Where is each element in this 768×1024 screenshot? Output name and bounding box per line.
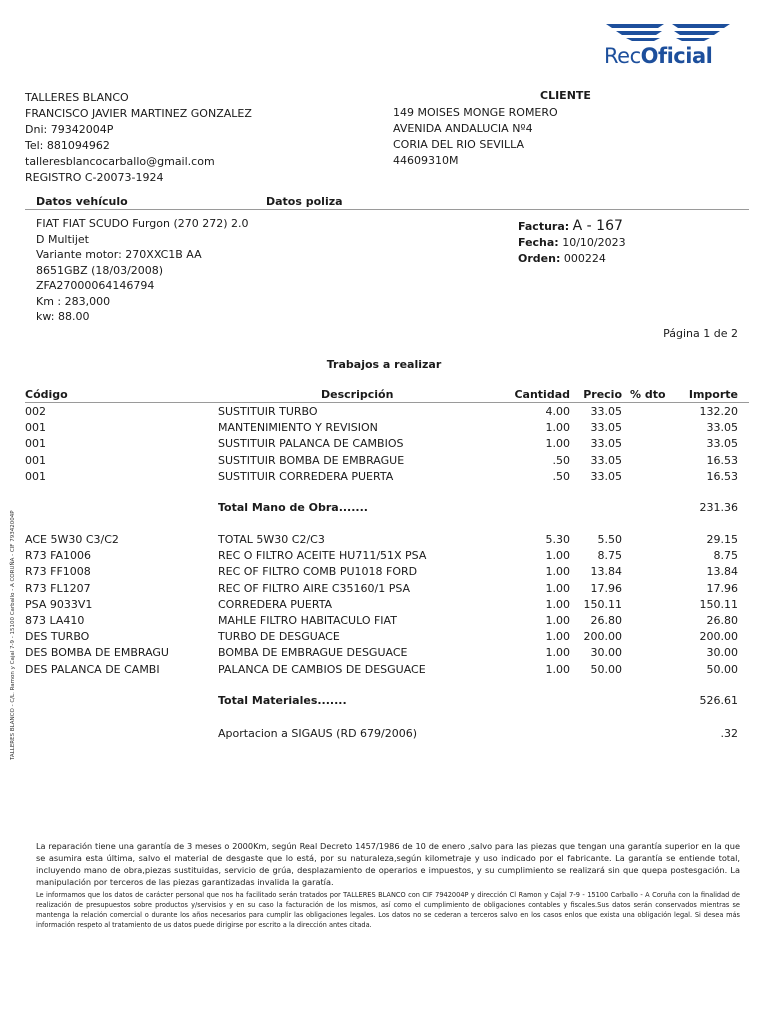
table-row [0, 598, 768, 614]
cell-amount: 16.53 [706, 469, 738, 483]
table-row [0, 646, 768, 662]
vehicle-info [36, 216, 276, 325]
cell-desc: TURBO DE DESGUACE [218, 630, 340, 644]
cell-qty: 1.00 [545, 581, 570, 595]
cell-code: DES BOMBA DE EMBRAGU [25, 646, 169, 660]
header-quantity: Cantidad [514, 388, 570, 401]
client-name: 149 MOISES MONGE ROMERO [393, 106, 558, 119]
logo-wings-icon [604, 22, 732, 42]
materials-total-row [0, 694, 768, 710]
table-row [0, 533, 768, 549]
works-title: Trabajos a realizar [326, 358, 442, 371]
cell-amount: 16.53 [706, 453, 738, 467]
sigaus-label: Aportacion a SIGAUS (RD 679/2006) [218, 727, 418, 740]
cell-price: 8.75 [597, 549, 622, 563]
cell-price: 33.05 [590, 469, 622, 483]
cell-desc: REC O FILTRO ACEITE HU711/51X PSA [218, 549, 427, 563]
cell-price: 26.80 [590, 614, 622, 627]
labor-total-label: Total Mano de Obra....... [218, 501, 368, 514]
cell-amount: 26.80 [706, 614, 738, 627]
issuer-registry: REGISTRO C-20073-1924 [25, 171, 164, 184]
labor-total-row [0, 501, 768, 517]
cell-qty: 1.00 [545, 614, 570, 627]
vehicle-km: Km : 283,000 [36, 294, 111, 308]
company-logo [596, 18, 736, 76]
cell-qty: 1.00 [545, 437, 570, 451]
vehicle-plate: 8651GBZ (18/03/2008) [36, 263, 164, 277]
cell-code: PSA 9033V1 [25, 597, 93, 611]
invoice-number: Factura: A - 167 [518, 218, 623, 234]
header-amount: Importe [688, 388, 738, 401]
issuer-owner: FRANCISCO JAVIER MARTINEZ GONZALEZ [25, 107, 252, 120]
cell-amount: 200.00 [699, 630, 738, 644]
cell-desc: MANTENIMIENTO Y REVISION [218, 421, 378, 435]
issuer-email: talleresblancocarballo@gmail.com [25, 155, 215, 168]
cell-price: 13.84 [590, 565, 622, 579]
cell-desc: SUSTITUIR TURBO [218, 405, 318, 418]
side-company-text: TALLERES BLANCO - C/L. Ramon y Cajal 7-9 - 15100 Carballo - A CORUÑA - CIF 79342004P [10, 510, 16, 760]
table-row [0, 565, 768, 581]
cell-qty: 4.00 [545, 405, 570, 418]
table-row [0, 454, 768, 470]
policy-section-title: Datos poliza [266, 195, 343, 208]
labor-total-amount: 231.36 [699, 501, 738, 514]
cell-qty: 1.00 [545, 421, 570, 435]
privacy-text: Le informamos que los datos de carácter personal que nos ha facilitado serán tratados por TALLERES BLANCO con CIF 7942004P y dirección Cl Ramon y Cajal 7-9 - 15100 Carballo - A Coruña con la finalidad de realización de presupuestos sobre productos y/servisios y en su caso la facturación de los mismos, así como el cumplimiento de obligaciones contables y fiscales.Sus datos serán conservados mientras se mantenga la relación comercial o durante los años necesarios para cumplir las obligaciones legales. Los datos no se cederan a terceros salvo en los casos enlos que exista una obligación legal. Si desea más información respeto al tratamiento de us datos puede dirigirse por escrito a la dirección antes citada. [36, 891, 740, 929]
vehicle-vin: ZFA27000064146794 [36, 279, 155, 292]
vehicle-engine: Variante motor: 270XXC1B AA [36, 248, 202, 261]
cell-amount: 30.00 [706, 646, 738, 660]
cell-price: 30.00 [590, 646, 622, 660]
cell-price: 50.00 [590, 662, 622, 676]
cell-amount: 150.11 [699, 597, 738, 611]
invoice-order: Orden: 000224 [518, 252, 606, 265]
cell-price: 33.05 [590, 421, 622, 435]
table-row [0, 614, 768, 630]
cell-amount: 50.00 [706, 662, 738, 676]
vehicle-model: FIAT FIAT SCUDO Furgon (270 272) 2.0 [36, 217, 249, 230]
sigaus-row [0, 727, 768, 743]
cell-price: 33.05 [590, 453, 622, 467]
page-indicator: Página 1 de 2 [663, 327, 738, 340]
header-description: Descripción [321, 388, 394, 401]
cell-amount: 13.84 [706, 565, 738, 579]
client-city: CORIA DEL RIO SEVILLA [393, 138, 525, 151]
cell-desc: MAHLE FILTRO HABITACULO FIAT [218, 614, 397, 627]
cell-qty: 1.00 [545, 565, 570, 579]
cell-desc: SUSTITUIR BOMBA DE EMBRAGUE [218, 453, 405, 467]
cell-desc: BOMBA DE EMBRAGUE DESGUACE [218, 646, 408, 660]
cell-qty: 1.00 [545, 646, 570, 660]
sigaus-amount: .32 [720, 727, 738, 740]
cell-code: 002 [25, 405, 46, 418]
invoice-date: Fecha: 10/10/2023 [518, 236, 626, 249]
vehicle-model-cont: D Multijet [36, 232, 89, 246]
warranty-text: La reparación tiene una garantía de 3 meses o 2000Km, según Real Decreto 1457/1986 de 10 de enero ,salvo para las piezas que tengan una garantía superior en la que se asumira esta última, salvo el material de desgaste que lo está, por su naturaleza,según kilometraje y uso indicado por el fabricante. La garantía se entiende total, incluyendo mano de obra,piezas sustituidas, servicio de grúa, desplazamiento de operarios e impuestos, y su cumplimiento se realizará sin que quepa postesgación. La manipulación por terceros de las piezas garantizadas invalida la garatía. [36, 841, 740, 887]
table-row [0, 549, 768, 565]
cell-qty: 1.00 [545, 549, 570, 563]
header-discount: % dto [630, 388, 666, 401]
cell-qty: 1.00 [545, 662, 570, 676]
client-info [393, 105, 558, 169]
header-code: Código [25, 388, 68, 401]
cell-code: 873 LA410 [25, 614, 85, 627]
cell-qty: 1.00 [545, 630, 570, 644]
cell-code: 001 [25, 469, 46, 483]
cell-code: ACE 5W30 C3/C2 [25, 533, 119, 546]
client-address: AVENIDA ANDALUCIA Nº4 [393, 122, 533, 135]
logo-text: RecOficial [604, 44, 713, 68]
table-row [0, 663, 768, 679]
cell-desc: CORREDERA PUERTA [218, 597, 333, 611]
table-row [0, 405, 768, 421]
table-row [0, 470, 768, 486]
cell-price: 5.50 [597, 533, 622, 546]
cell-amount: 33.05 [706, 421, 738, 435]
vehicle-kw: kw: 88.00 [36, 310, 90, 323]
cell-code: 001 [25, 453, 46, 467]
cell-price: 33.05 [590, 437, 622, 451]
table-row [0, 437, 768, 453]
cell-code: 001 [25, 437, 46, 451]
cell-price: 33.05 [590, 405, 622, 418]
issuer-dni: Dni: 79342004P [25, 123, 114, 136]
cell-desc: SUSTITUIR PALANCA DE CAMBIOS [218, 437, 404, 451]
cell-code: DES PALANCA DE CAMBI [25, 662, 160, 676]
cell-qty: 5.30 [545, 533, 570, 546]
cell-code: R73 FA1006 [25, 549, 91, 563]
cell-amount: 132.20 [699, 405, 738, 418]
cell-price: 17.96 [590, 581, 622, 595]
table-row [0, 630, 768, 646]
materials-total-label: Total Materiales....... [218, 694, 347, 707]
cell-desc: REC OF FILTRO COMB PU1018 FORD [218, 565, 418, 579]
cell-price: 150.11 [583, 597, 622, 611]
cell-code: R73 FF1008 [25, 565, 91, 579]
cell-amount: 29.15 [706, 533, 738, 546]
header-price: Precio [583, 388, 622, 401]
cell-price: 200.00 [583, 630, 622, 644]
materials-total-amount: 526.61 [699, 694, 738, 707]
issuer-info [25, 90, 252, 186]
table-header-divider [25, 402, 749, 403]
cell-amount: 33.05 [706, 437, 738, 451]
cell-qty: .50 [552, 453, 570, 467]
client-id: 44609310M [393, 154, 459, 167]
cell-desc: REC OF FILTRO AIRE C35160/1 PSA [218, 581, 411, 595]
table-row [0, 582, 768, 598]
cell-amount: 8.75 [713, 549, 738, 563]
section-divider [25, 209, 749, 210]
vehicle-section-title: Datos vehículo [36, 195, 128, 208]
cell-code: DES TURBO [25, 630, 90, 644]
cell-desc: SUSTITUIR CORREDERA PUERTA [218, 469, 394, 483]
cell-code: 001 [25, 421, 46, 435]
cell-code: R73 FL1207 [25, 581, 91, 595]
cell-qty: .50 [552, 469, 570, 483]
client-title: CLIENTE [540, 89, 591, 102]
invoice-info [518, 218, 626, 267]
cell-qty: 1.00 [545, 597, 570, 611]
issuer-name: TALLERES BLANCO [25, 91, 129, 104]
cell-amount: 17.96 [706, 581, 738, 595]
issuer-phone: Tel: 881094962 [25, 139, 110, 152]
table-row [0, 421, 768, 437]
cell-desc: PALANCA DE CAMBIOS DE DESGUACE [218, 662, 426, 676]
cell-desc: TOTAL 5W30 C2/C3 [218, 533, 325, 546]
